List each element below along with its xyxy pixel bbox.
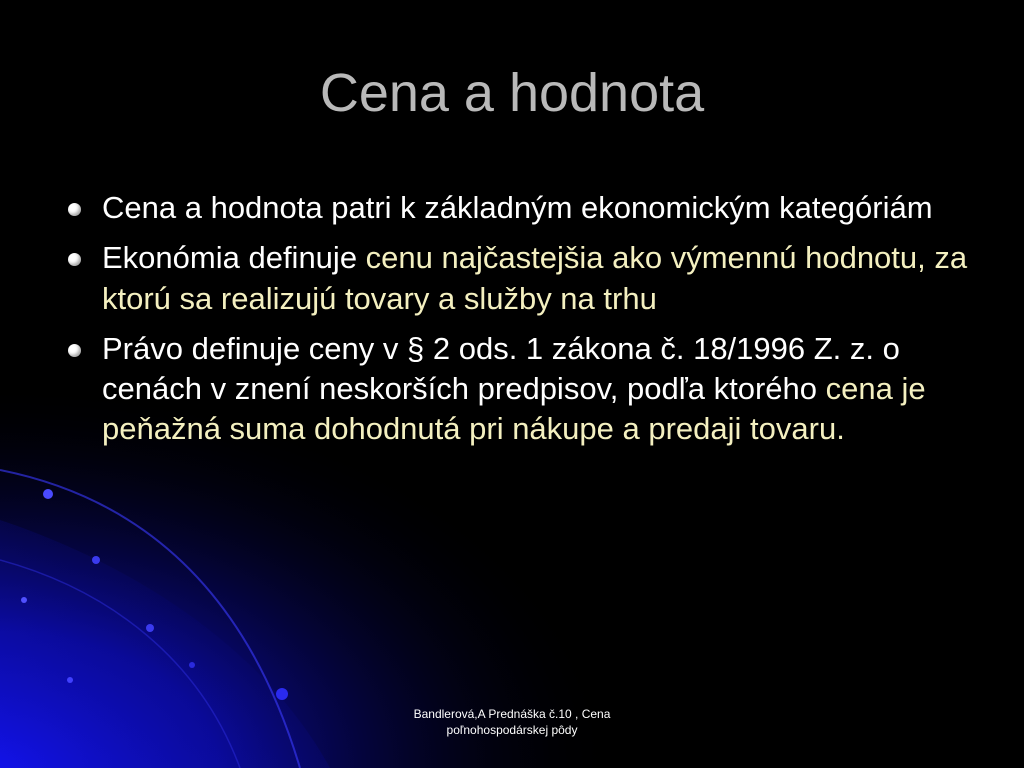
decor-dot xyxy=(146,624,154,632)
footer-line: Bandlerová,A Prednáška č.10 , Cena xyxy=(413,707,611,721)
decor-dot xyxy=(67,677,73,683)
bullet-dot-icon xyxy=(68,253,81,266)
bullet-text: Cena a hodnota patri k základným ekonomickým kategóriám xyxy=(102,190,933,225)
bullet-list xyxy=(60,188,970,460)
decor-dot xyxy=(276,688,288,700)
decor-dot xyxy=(92,556,100,564)
bullet-text: Právo definuje ceny v § 2 ods. 1 zákona č. 18/1996 Z. z. o cenách v znení neskorších predpisov, podľa ktorého xyxy=(102,330,900,407)
bullet-text: Ekonómia definuje xyxy=(102,240,366,276)
bullet-dot-icon xyxy=(68,203,81,216)
footer-line: poľnohospodárskej pôdy xyxy=(446,723,578,738)
decor-dot xyxy=(21,597,27,603)
bullet-highlight-text: cena je peňažná suma dohodnutá pri nákupe a predaji tovaru. xyxy=(102,371,926,447)
decor-dot xyxy=(189,662,195,668)
bullet-highlight-text: cenu najčastejšia ako výmennú hodnotu, za ktorú sa realizujú tovary a služby na trhu xyxy=(102,240,968,316)
bullet-item xyxy=(60,238,970,319)
bullet-dot-icon xyxy=(68,344,81,357)
slide-title: Cena a hodnota xyxy=(319,63,705,123)
bullet-item xyxy=(60,329,970,450)
slide-footer xyxy=(362,706,662,738)
decor-dot xyxy=(43,489,53,499)
bullet-item xyxy=(60,188,970,228)
